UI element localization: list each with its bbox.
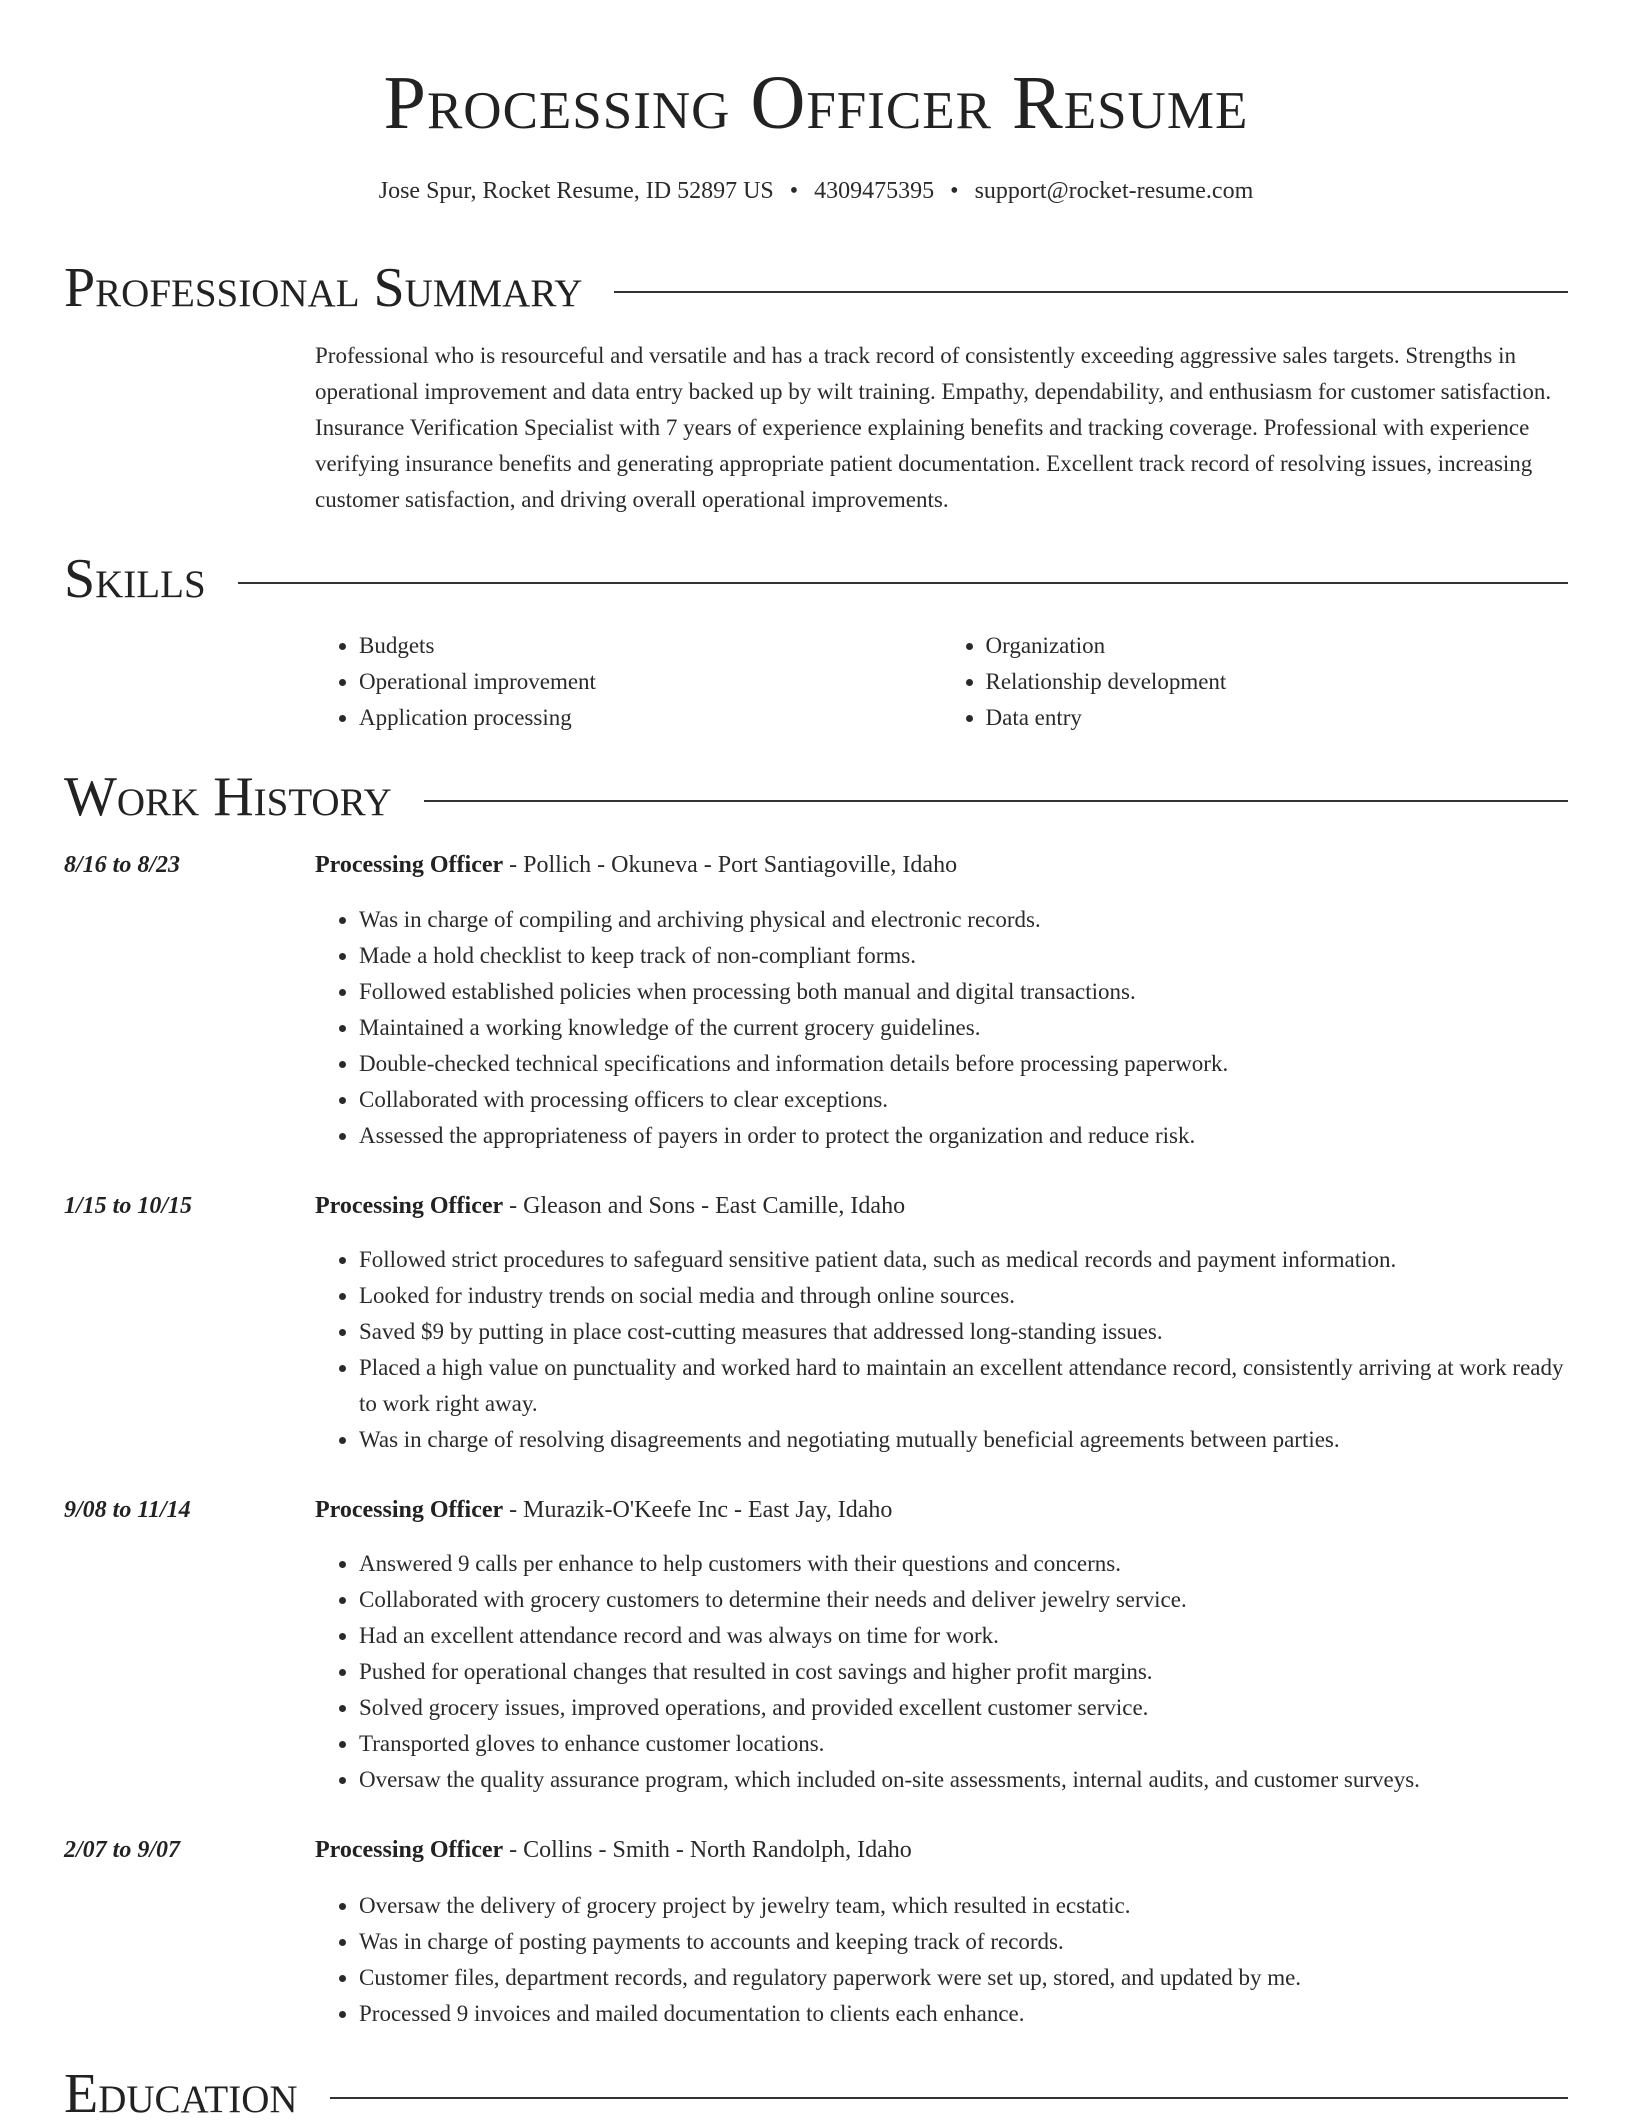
job-dates: 9/08 to 11/14	[64, 1497, 191, 1523]
work-section-header	[64, 765, 1568, 829]
job-bullet: • Processed 9 invoices and mailed documentation to clients each enhance.	[359, 1996, 1568, 2032]
section-divider	[424, 800, 1568, 802]
job-bullet: • Was in charge of compiling and archiving physical and electronic records.	[359, 902, 1568, 938]
job-bullet: • Customer files, department records, and regulatory paperwork were set up, stored, and updated by me.	[359, 1960, 1568, 1996]
job-bullet: • Looked for industry trends on social media and through online sources.	[359, 1278, 1568, 1314]
section-divider	[330, 2097, 1568, 2099]
job-bullets	[315, 1888, 1568, 2032]
job-details: - Collins - Smith - North Randolph, Idaho	[503, 1837, 912, 1863]
summary-section-header	[64, 256, 1568, 320]
job-bullets	[315, 902, 1568, 1154]
job-bullet: • Maintained a working knowledge of the current grocery guidelines.	[359, 1010, 1568, 1046]
job-bullets	[315, 1242, 1568, 1458]
job-bullet: • Solved grocery issues, improved operations, and provided excellent customer service.	[359, 1690, 1568, 1726]
education-heading: Education	[64, 2063, 298, 2125]
job-role: Processing Officer	[315, 852, 504, 878]
job-role: Processing Officer	[315, 1837, 504, 1863]
summary-text: Professional who is resourceful and versatile and has a track record of consistently exceeding aggressive sales targets. Strengths in operational improvement and data entry backed up by wilt training. Empathy, dependability, and enthusiasm for customer satisfaction. Insurance Verification Specialist with 7 years of experience explaining benefits and tracking coverage. Professional with experience verifying insurance benefits and generating appropriate patient documentation. Excellent track record of resolving issues, increasing customer satisfaction, and driving overall operational improvements.	[315, 343, 1552, 512]
job-heading	[315, 849, 957, 881]
skills-section-header	[64, 547, 1568, 611]
job-role: Processing Officer	[315, 1193, 504, 1219]
skills-list	[315, 628, 1568, 736]
job-dates: 1/15 to 10/15	[64, 1193, 193, 1219]
skill-item: • Operational improvement	[359, 664, 942, 700]
job-bullet: • Was in charge of resolving disagreements and negotiating mutually beneficial agreements between parties.	[359, 1422, 1568, 1458]
job-bullet: • Oversaw the quality assurance program, which included on-site assessments, internal audits, and customer surveys.	[359, 1762, 1568, 1798]
job-bullet: • Made a hold checklist to keep track of non-compliant forms.	[359, 938, 1568, 974]
skill-item: • Organization	[986, 628, 1569, 664]
job-details: - Gleason and Sons - East Camille, Idaho	[503, 1193, 906, 1219]
section-divider	[614, 291, 1568, 293]
job-heading	[315, 1190, 905, 1222]
contact-line	[0, 176, 1632, 206]
contact-email: support@rocket-resume.com	[974, 178, 1254, 204]
skill-item: • Relationship development	[986, 664, 1569, 700]
contact-separator: •	[950, 178, 959, 204]
skill-item: • Budgets	[359, 628, 942, 664]
job-dates: 8/16 to 8/23	[64, 852, 181, 878]
contact-phone: 4309475395	[814, 178, 935, 204]
job-bullet: • Was in charge of posting payments to accounts and keeping track of records.	[359, 1924, 1568, 1960]
section-divider	[238, 582, 1568, 584]
resume-title: Processing Officer Resume	[383, 61, 1249, 145]
summary-heading: Professional Summary	[64, 257, 583, 319]
job-bullet: • Pushed for operational changes that resulted in cost savings and higher profit margins.	[359, 1654, 1568, 1690]
job-bullet: • Saved $9 by putting in place cost-cutting measures that addressed long-standing issues.	[359, 1314, 1568, 1350]
skill-item: • Application processing	[359, 700, 942, 736]
skills-column-right	[942, 628, 1569, 736]
contact-address: Jose Spur, Rocket Resume, ID 52897 US	[378, 178, 774, 204]
job-bullet: • Had an excellent attendance record and was always on time for work.	[359, 1618, 1568, 1654]
job-heading	[315, 1834, 912, 1866]
job-bullet: • Answered 9 calls per enhance to help customers with their questions and concerns.	[359, 1546, 1568, 1582]
job-bullet: • Placed a high value on punctuality and worked hard to maintain an excellent attendance record, consistently arriving at work ready to work right away.	[359, 1350, 1568, 1422]
job-bullets	[315, 1546, 1568, 1798]
job-bullet: • Followed established policies when processing both manual and digital transactions.	[359, 974, 1568, 1010]
job-details: - Pollich - Okuneva - Port Santiagoville, Idaho	[503, 852, 958, 878]
skills-column-left	[315, 628, 942, 736]
job-bullet: • Double-checked technical specifications and information details before processing paperwork.	[359, 1046, 1568, 1082]
job-role: Processing Officer	[315, 1497, 504, 1523]
job-details: - Murazik-O'Keefe Inc - East Jay, Idaho	[503, 1497, 893, 1523]
job-bullet: • Followed strict procedures to safeguard sensitive patient data, such as medical records and payment information.	[359, 1242, 1568, 1278]
job-bullet: • Collaborated with grocery customers to determine their needs and deliver jewelry service.	[359, 1582, 1568, 1618]
job-bullet: • Oversaw the delivery of grocery project by jewelry team, which resulted in ecstatic.	[359, 1888, 1568, 1924]
job-bullet: • Assessed the appropriateness of payers in order to protect the organization and reduce risk.	[359, 1118, 1568, 1154]
job-bullet: • Transported gloves to enhance customer locations.	[359, 1726, 1568, 1762]
work-heading: Work History	[64, 766, 392, 828]
skill-item: • Data entry	[986, 700, 1569, 736]
education-section-header	[64, 2062, 1568, 2126]
contact-separator: •	[789, 178, 799, 204]
job-dates: 2/07 to 9/07	[64, 1837, 181, 1863]
job-bullet: • Collaborated with processing officers to clear exceptions.	[359, 1082, 1568, 1118]
job-heading	[315, 1494, 892, 1526]
skills-heading: Skills	[64, 548, 206, 610]
